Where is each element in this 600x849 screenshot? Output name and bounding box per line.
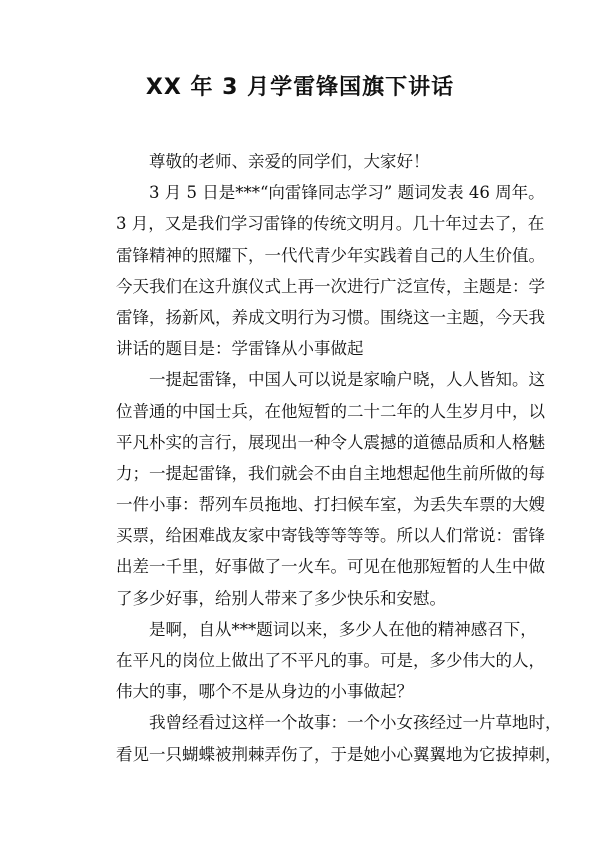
text-line: 我曾经看过这样一个故事：一个小女孩经过一片草地时， — [149, 713, 562, 733]
text-line: 尊敬的老师、亲爱的同学们，大家好！ — [149, 152, 430, 171]
text-line: 3 月，又是我们学习雷锋的传统文明月。几十年过去了，在 — [116, 214, 545, 234]
text-line: 出差一千里，好事做了一火车。可见在他那短暂的人生中做 — [116, 557, 545, 577]
text-line: 伟大的事，哪个不是从身边的小事做起？ — [116, 682, 413, 702]
document-body — [116, 146, 562, 770]
text-line: 看见一只蝴蝶被荆棘弄伤了，于是她小心翼翼地为它拔掉刺， — [116, 744, 562, 764]
text-line: 在平凡的岗位上做出了不平凡的事。可是，多少伟大的人， — [116, 651, 545, 670]
text-line: 讲话的题目是：学雷锋从小事做起 — [116, 339, 364, 359]
text-line: 今天我们在这升旗仪式上再一次进行广泛宣传，主题是：学 — [116, 276, 545, 296]
text-line: 买票，给困难战友家中寄钱等等等等。所以人们常说：雷锋 — [116, 526, 545, 546]
text-line: 了多少好事，给别人带来了多少快乐和安慰。 — [116, 588, 446, 608]
text-line: 一提起雷锋，中国人可以说是家喻户晓，人人皆知。这 — [149, 370, 545, 390]
text-line: 雷锋精神的照耀下，一代代青少年实践着自己的人生价值。 — [116, 245, 545, 265]
document-title: XX 年 3 月学雷锋国旗下讲话 — [145, 75, 455, 100]
text-line: 一件小事：帮列车员拖地、打扫候车室，为丢失车票的大嫂 — [116, 495, 545, 515]
text-line: 是啊，自从***题词以来，多少人在他的精神感召下， — [149, 619, 537, 639]
text-line: 力；一提起雷锋，我们就会不由自主地想起他生前所做的每 — [116, 463, 545, 483]
text-line: 位普通的中国士兵，在他短暂的二十二年的人生岁月中，以 — [116, 401, 545, 421]
text-line: 3 月 5 日是***“向雷锋同志学习” 题词发表 46 周年。 — [149, 183, 545, 203]
text-line: 平凡朴实的言行，展现出一种令人震撼的道德品质和人格魅 — [116, 432, 545, 452]
text-line: 雷锋，扬新风，养成文明行为习惯。围绕这一主题，今天我 — [116, 307, 545, 327]
